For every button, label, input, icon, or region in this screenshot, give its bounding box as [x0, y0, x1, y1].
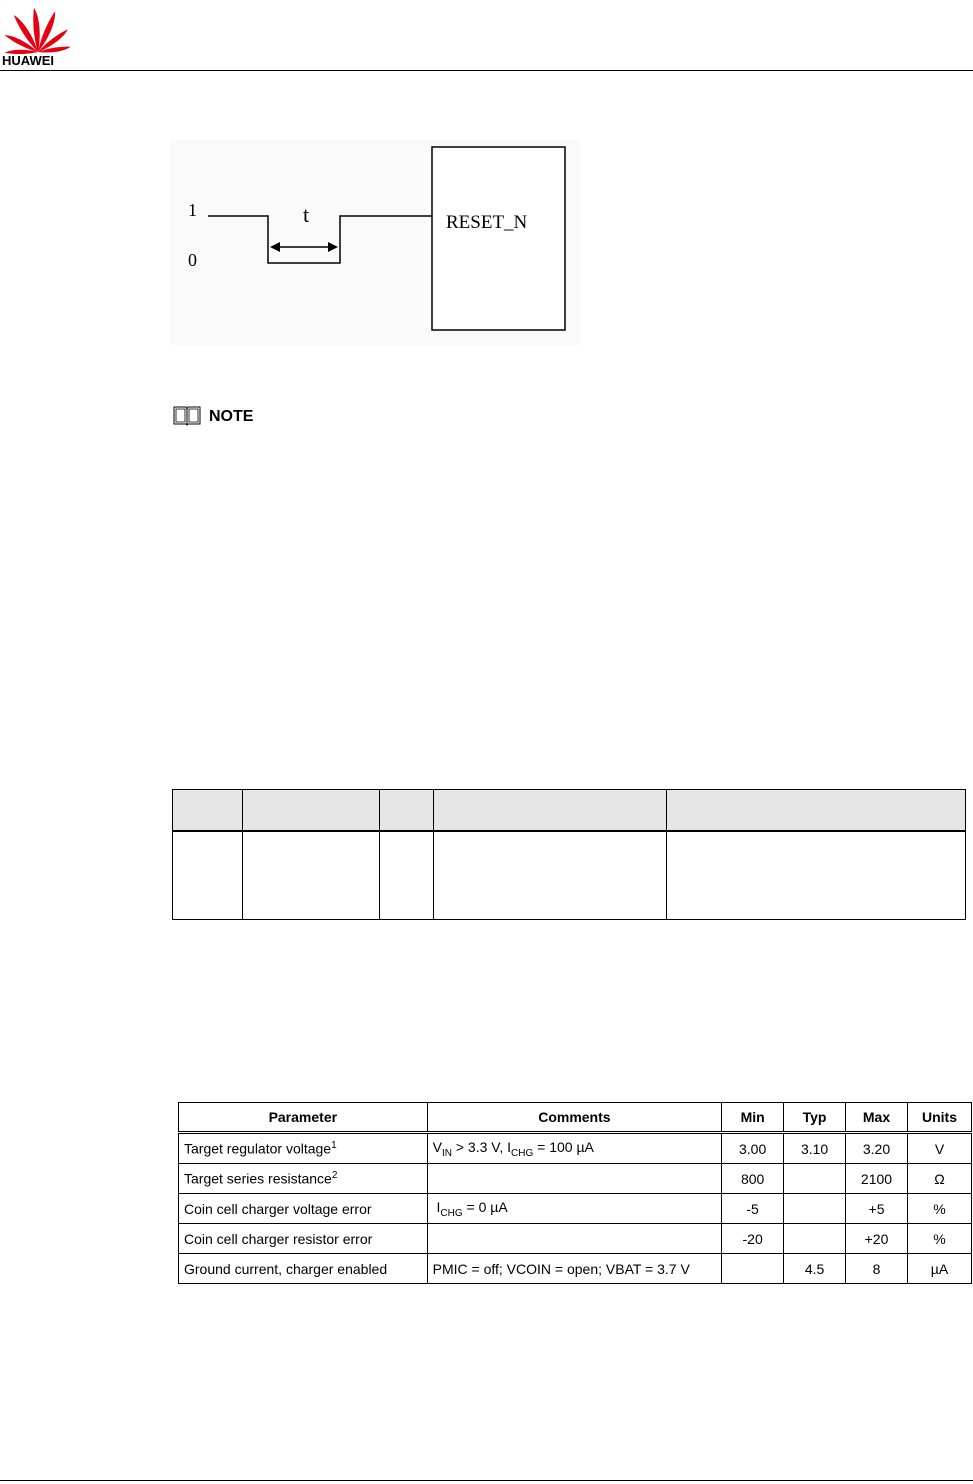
typ-cell — [784, 1224, 846, 1254]
header-cell — [173, 790, 243, 832]
pin-table — [172, 789, 966, 920]
header-cell — [667, 790, 966, 832]
header-cell — [242, 790, 379, 832]
header-parameter: Parameter — [179, 1103, 428, 1133]
footer-rule — [0, 1480, 973, 1481]
pulse-width-label: t — [303, 202, 310, 227]
typ-cell: 4.5 — [784, 1254, 846, 1284]
param-cell: Coin cell charger resistor error — [179, 1224, 428, 1254]
table-row — [179, 1254, 972, 1284]
typ-cell: 3.10 — [784, 1133, 846, 1164]
unit-cell: % — [907, 1194, 971, 1224]
max-cell: +20 — [846, 1224, 908, 1254]
table-cell — [379, 831, 433, 920]
header-cell — [433, 790, 667, 832]
header-max: Max — [846, 1103, 908, 1133]
min-cell: 800 — [722, 1164, 784, 1194]
book-icon — [172, 404, 202, 426]
unit-cell: µA — [907, 1254, 971, 1284]
table-cell — [173, 831, 243, 920]
header-typ: Typ — [784, 1103, 846, 1133]
table-row — [179, 1194, 972, 1224]
header-rule — [0, 70, 973, 71]
note-label: NOTE — [209, 408, 254, 425]
brand-name: HUAWEI — [2, 53, 54, 68]
max-cell: 2100 — [846, 1164, 908, 1194]
coin-cell-charger-spec-table — [178, 1102, 972, 1284]
comments-cell: PMIC = off; VCOIN = open; VBAT = 3.7 V — [427, 1254, 722, 1284]
comments-cell: $V_{IN} > 3.3$ V, $I_{CHG} = 100$ µA — [427, 1133, 722, 1164]
header-units: Units — [907, 1103, 971, 1133]
unit-cell: Ω — [907, 1164, 971, 1194]
max-cell: 8 — [846, 1254, 908, 1284]
comments-cell: $I_{CHG} = 0$ µA — [427, 1194, 722, 1224]
header-comments: Comments — [427, 1103, 722, 1133]
level-high-label: 1 — [188, 200, 197, 220]
typ-cell — [784, 1194, 846, 1224]
param-cell: Coin cell charger voltage error — [179, 1194, 428, 1224]
pin-table-header-row — [173, 790, 966, 832]
reset-block-label: RESET_N — [446, 212, 528, 233]
param-cell: Ground current, charger enabled — [179, 1254, 428, 1284]
unit-cell: % — [907, 1224, 971, 1254]
comments-cell — [427, 1164, 722, 1194]
max-cell: 3.20 — [846, 1133, 908, 1164]
unit-cell: V — [907, 1133, 971, 1164]
param-cell: Target series resistance$^2$ — [179, 1164, 428, 1194]
level-low-label: 0 — [188, 250, 197, 270]
min-cell: 3.00 — [722, 1133, 784, 1164]
max-cell: +5 — [846, 1194, 908, 1224]
reset-timing-diagram — [170, 140, 580, 345]
min-cell — [722, 1254, 784, 1284]
table-row — [179, 1224, 972, 1254]
table-cell — [667, 831, 966, 920]
comments-cell — [427, 1224, 722, 1254]
table-row — [179, 1133, 972, 1164]
typ-cell — [784, 1164, 846, 1194]
min-cell: -5 — [722, 1194, 784, 1224]
table-row — [173, 831, 966, 920]
header-cell — [379, 790, 433, 832]
table-cell — [433, 831, 667, 920]
header-min: Min — [722, 1103, 784, 1133]
min-cell: -20 — [722, 1224, 784, 1254]
param-cell: Target regulator voltage$^1$ — [179, 1133, 428, 1164]
table-row — [179, 1164, 972, 1194]
reset-block — [432, 147, 565, 330]
table-cell — [242, 831, 379, 920]
reset-waveform — [208, 216, 432, 263]
spec-header-row — [179, 1103, 972, 1133]
